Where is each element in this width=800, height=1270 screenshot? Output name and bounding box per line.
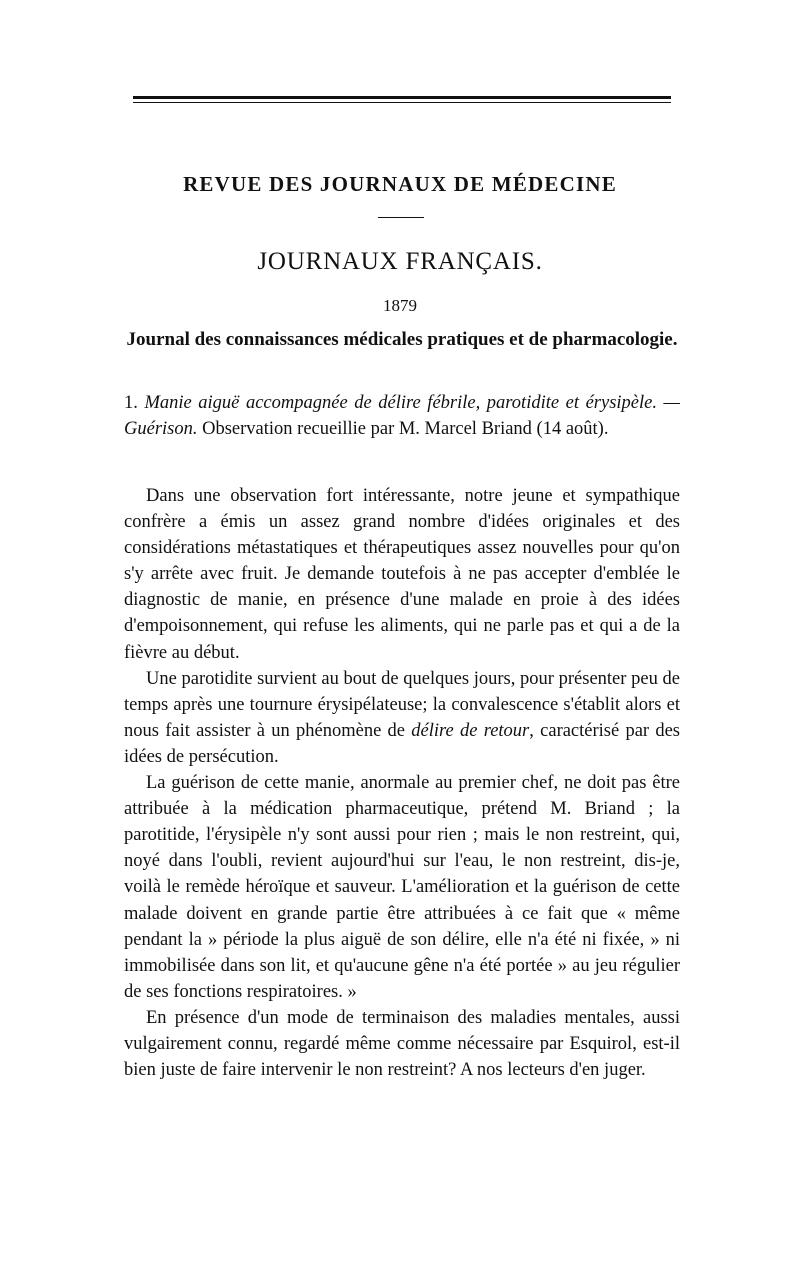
paragraph-4: En présence d'un mode de terminaison des maladies mentales, aussi vulgairement connu, regardé même comme nécessaire par Esquirol, est-il bien juste de faire intervenir le non restreint? A nos lecteurs d'en juger. [124, 1007, 680, 1081]
section-year: 1879 [383, 296, 417, 315]
article-heading [124, 390, 680, 442]
article-title: Manie aiguë accompagnée de délire fébrile, parotidite et érysipèle. — Guérison. [124, 393, 680, 439]
section-title: JOURNAUX FRANÇAIS. [257, 248, 543, 275]
running-title: REVUE DES JOURNAUX DE MÉDECINE [183, 172, 617, 196]
article-number: 1. [124, 393, 138, 413]
top-rule-thin [133, 102, 671, 103]
top-rule [133, 96, 671, 99]
paragraph-3: La guérison de cette manie, anormale au premier chef, ne doit pas être attribuée à la médication pharmaceutique, prétend M. Briand ; la parotitide, l'érysipèle n'y sont aussi pour rien ; mais le non restreint, qui, noyé dans l'oubli, revient aujourd'hui sur l'eau, le non restreint, dis-je, voilà le remède héroïque et sauveur. L'amélioration et la guérison de cette malade doivent en grande partie être attribuées à ce fait que « même pendant la » période la plus aiguë de son délire, elle n'a été ni fixée, » ni immobilisée dans son lit, et qu'aucune gêne n'a été portée » au jeu régulier de ses fonctions respiratoires. » [124, 773, 680, 1002]
title-divider [378, 217, 424, 218]
paragraph-2 [124, 666, 680, 770]
paragraph-1: Dans une observation fort intéressante, notre jeune et sympathique confrère a émis un assez grand nombre d'idées originales et des considérations métastatiques et thérapeutiques assez nouvelles pour qu'on s'y arrête avec fruit. Je demande toutefois à ne pas accepter d'emblée le diagnostic de manie, en présence d'une malade en proie à des idées d'empoisonnement, qui refuse les aliments, qui ne parle pas et qui a de la fièvre au début. [124, 486, 680, 663]
article-body [124, 483, 680, 1083]
journal-name: Journal des connaissances médicales pratiques et de pharmacologie. [126, 329, 678, 350]
article-source: Observation recueillie par M. Marcel Briand (14 août). [197, 419, 609, 439]
paragraph-2-italic: délire de retour [411, 720, 530, 741]
paragraph-2-start: Une parotidite survient au bout de quelques jours, pour présenter peu de temps après une tournure érysipélateuse; la convalescence s'établit alors et nous fait assister à un phénomène de [124, 668, 680, 741]
paragraph-2-end: , caractérisé par des idées de persécution. [124, 720, 680, 767]
